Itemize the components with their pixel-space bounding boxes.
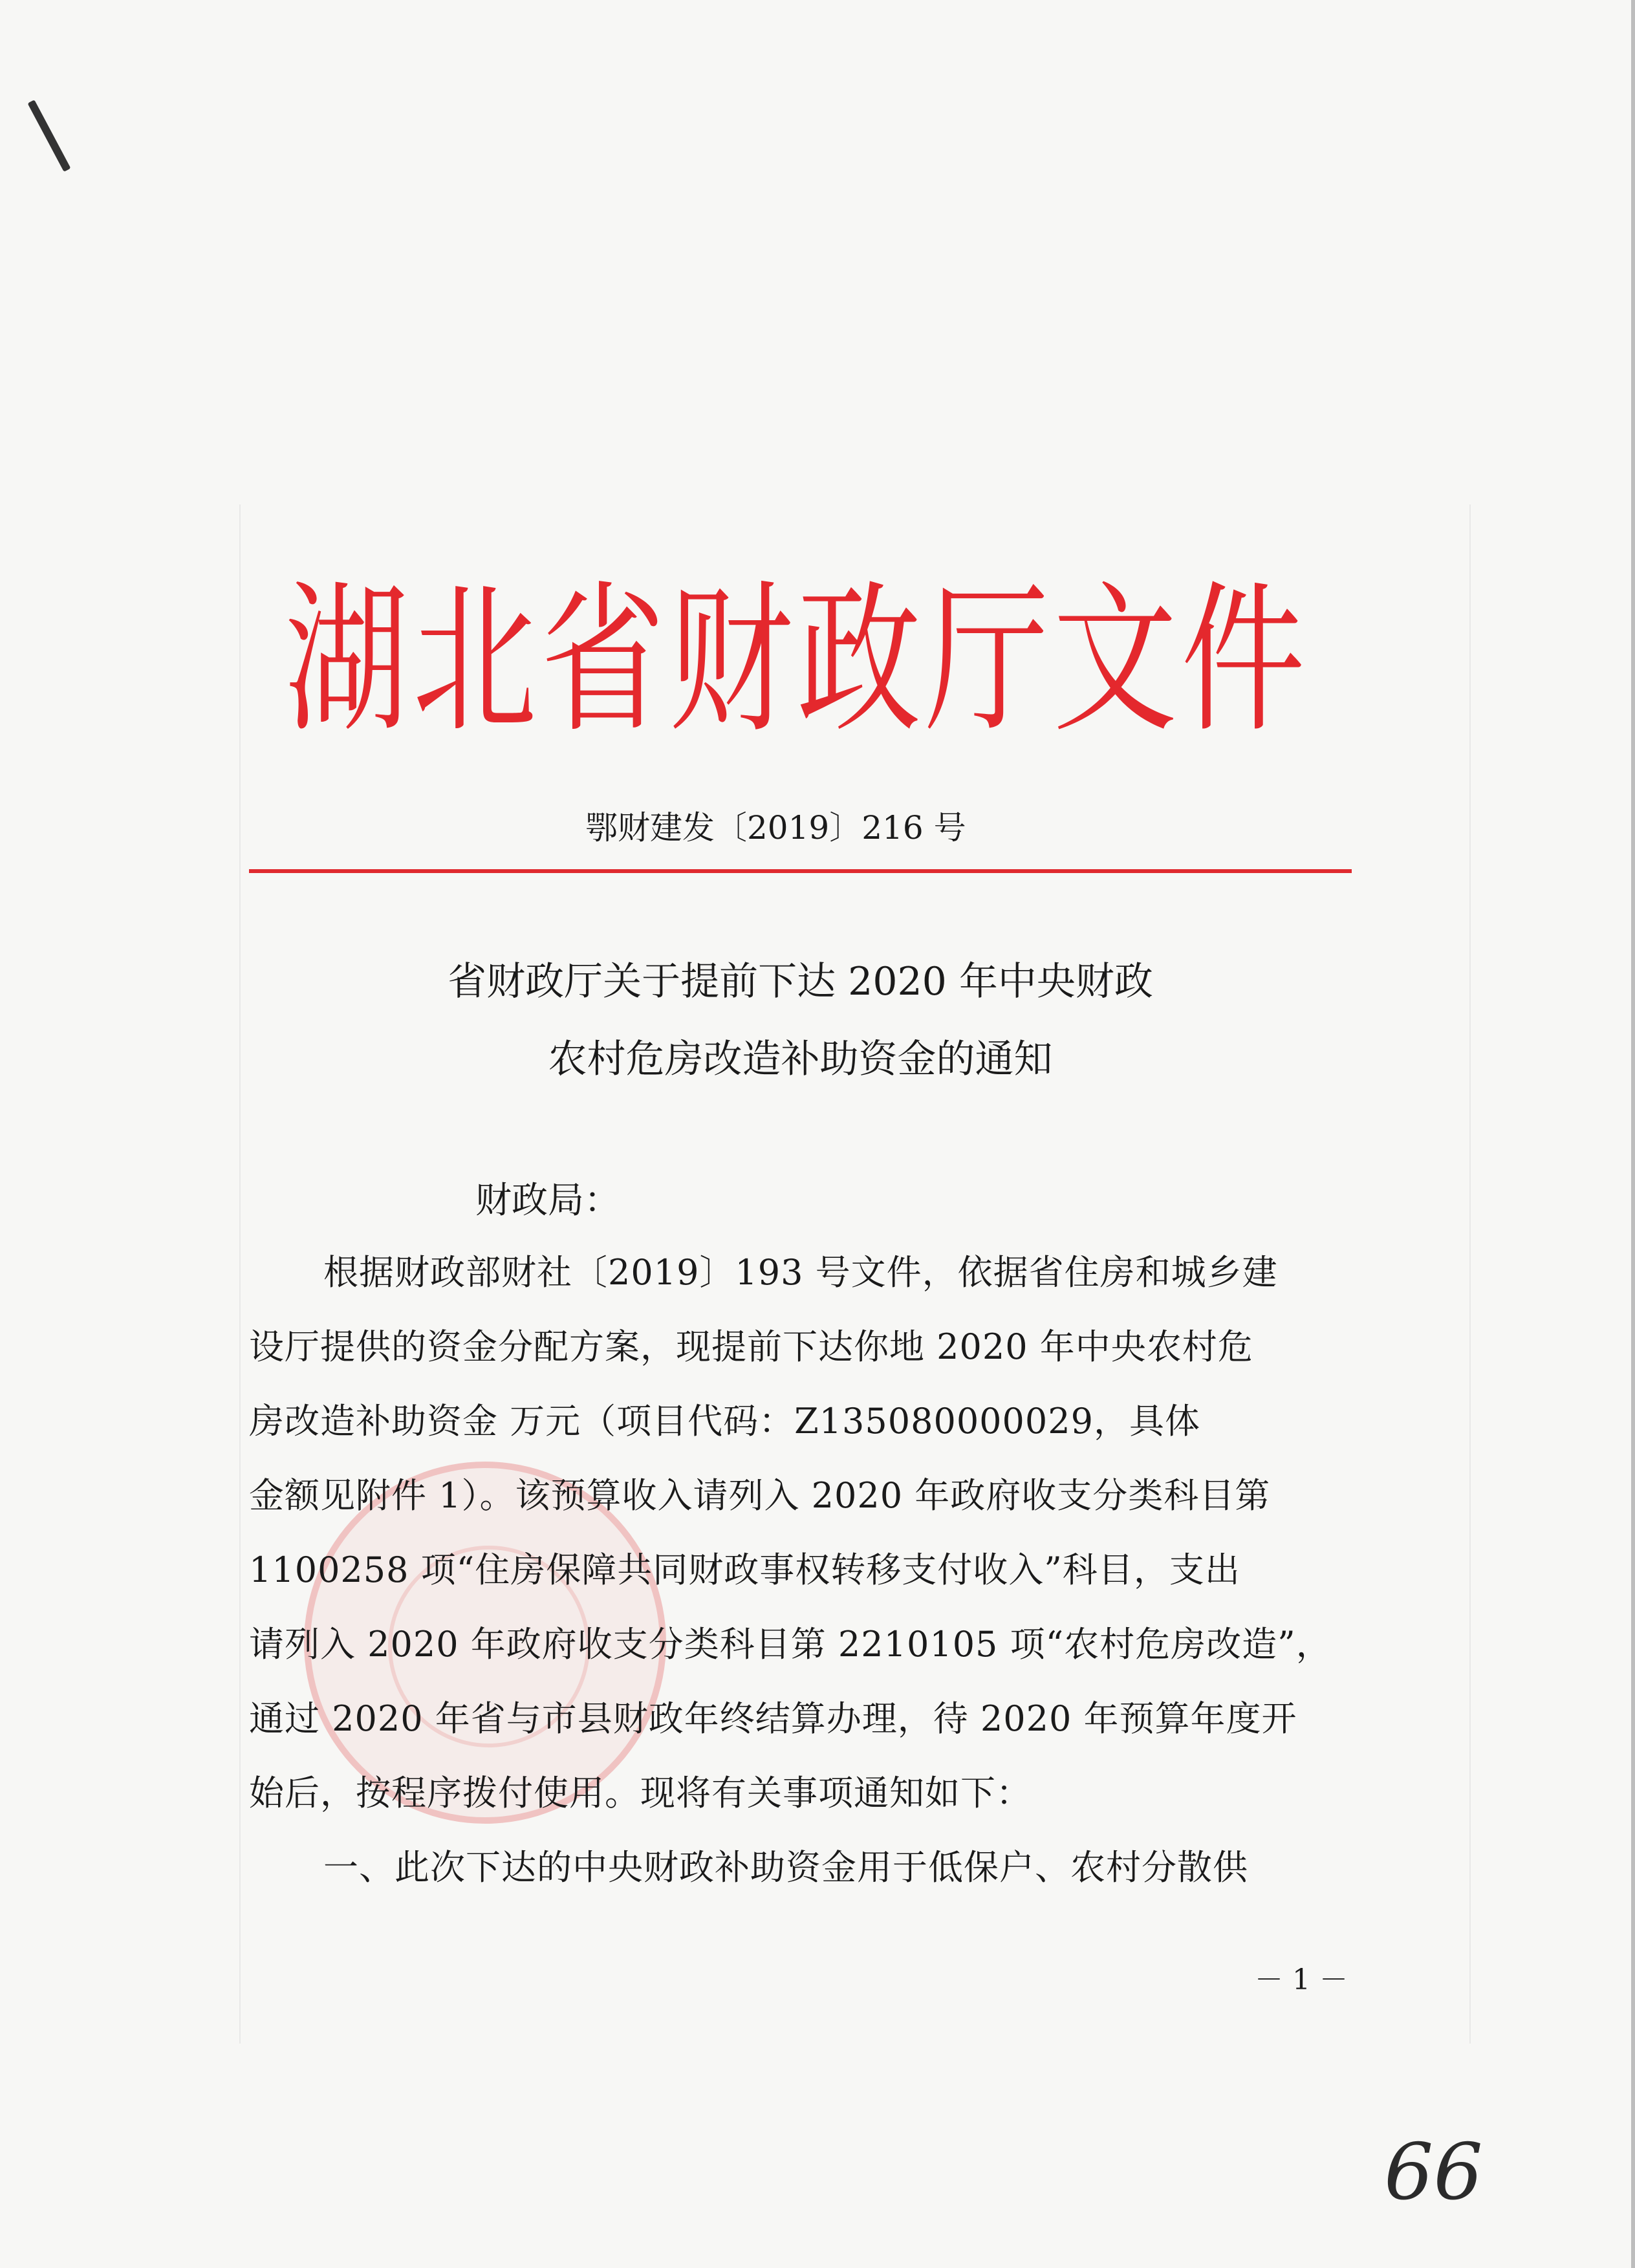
body-line: 1100258 项“住房保障共同财政事权转移支付收入”科目，支出 <box>249 1550 1240 1590</box>
notice-title-line-2: 农村危房改造补助资金的通知 <box>548 1037 1053 1082</box>
body-line: 请列入 2020 年政府收支分类科目第 2210105 项“农村危房改造”， <box>249 1624 1332 1665</box>
red-divider-line <box>249 869 1352 873</box>
body-line: 金额见附件 1）。该预算收入请列入 2020 年政府收支分类科目第 <box>249 1475 1271 1516</box>
notice-title-line-1: 省财政厅关于提前下达 2020 年中央财政 <box>448 959 1153 1004</box>
body-line: 通过 2020 年省与市县财政年终结算办理，待 2020 年预算年度开 <box>249 1698 1297 1739</box>
agency-header-title: 湖北省财政厅文件 <box>285 567 1309 755</box>
body-line: 设厅提供的资金分配方案，现提前下达你地 2020 年中央农村危 <box>249 1326 1253 1367</box>
salutation: 财政局： <box>475 1180 620 1222</box>
handwritten-page-number: 66 <box>1384 2128 1483 2218</box>
body-line: 始后，按程序拨付使用。现将有关事项通知如下： <box>249 1773 1032 1813</box>
page-number: － 1 － <box>1255 1963 1348 1996</box>
body-line: 房改造补助资金 万元（项目代码：Z135080000029，具体 <box>249 1401 1200 1442</box>
body-line: 一、此次下达的中央财政补助资金用于低保户、农村分散供 <box>323 1847 1248 1888</box>
staple-mark <box>28 100 71 172</box>
page-edge <box>1631 0 1635 2268</box>
body-line: 根据财政部财社〔2019〕193 号文件，依据省住房和城乡建 <box>323 1252 1278 1293</box>
document-number: 鄂财建发〔2019〕216 号 <box>585 809 966 847</box>
